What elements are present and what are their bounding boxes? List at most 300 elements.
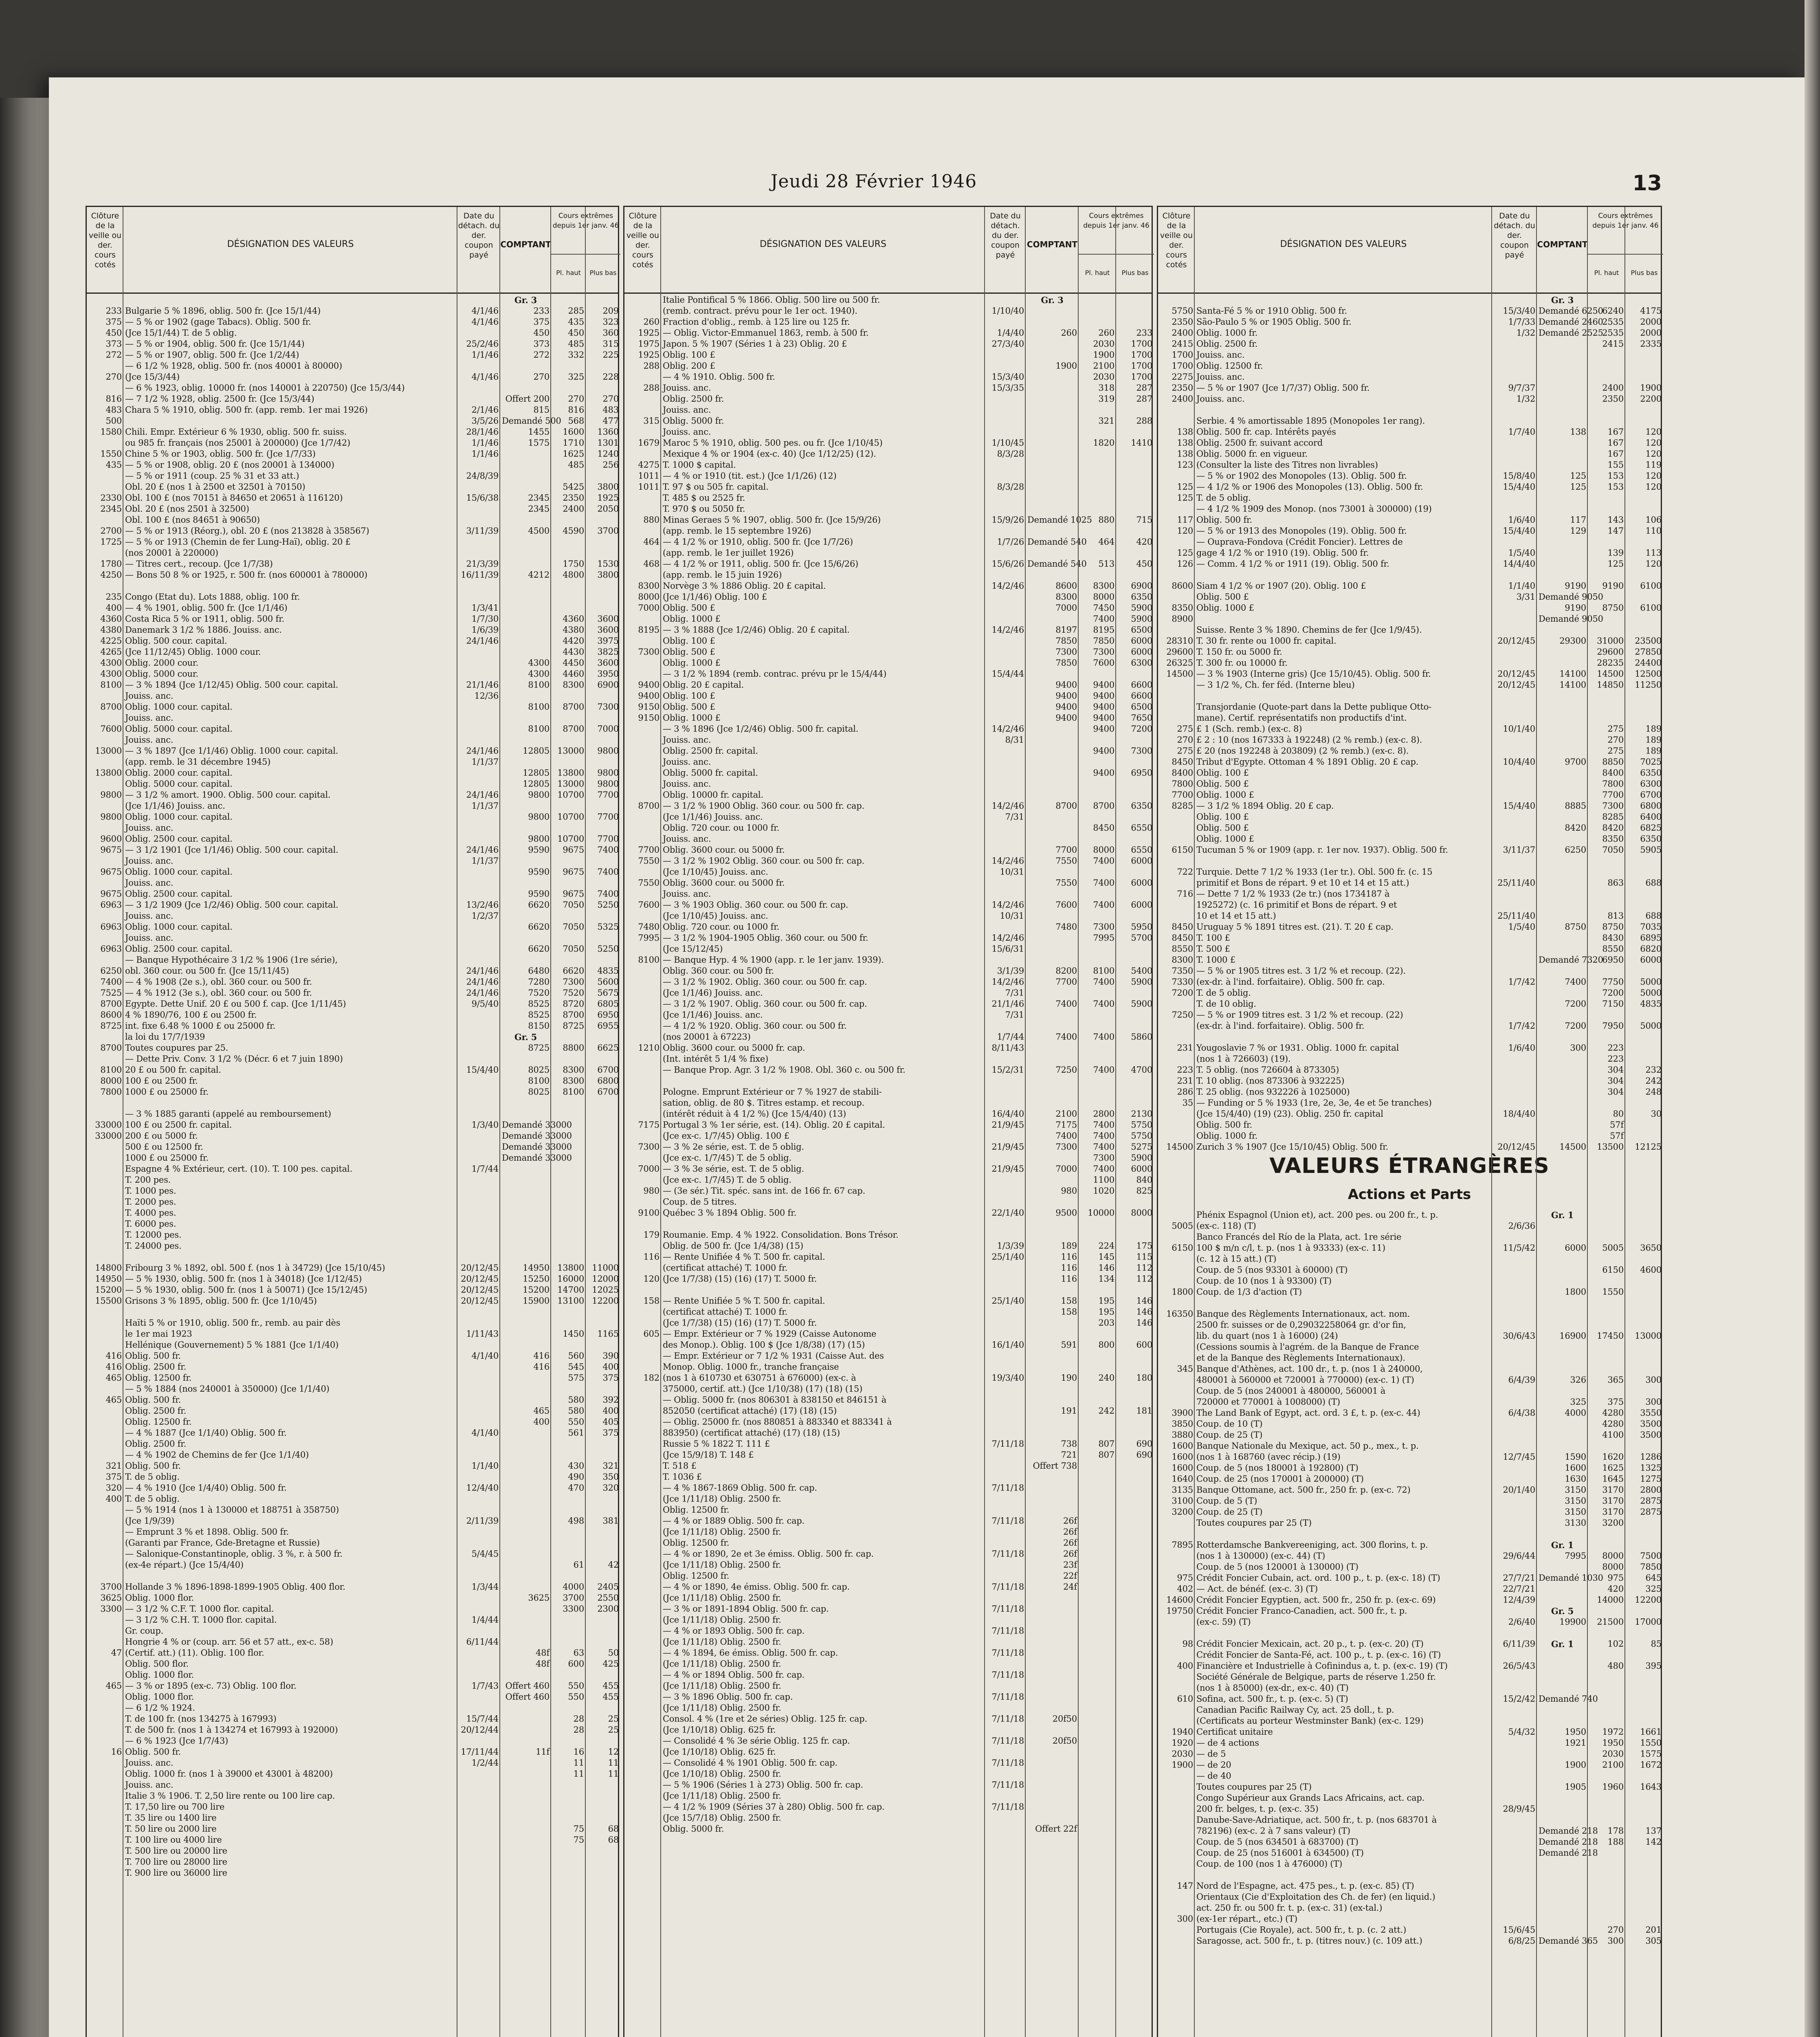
- low-value: 1700: [1131, 339, 1152, 349]
- low-value: 2875: [1640, 1507, 1662, 1517]
- close-value: 270: [1177, 735, 1193, 745]
- comptant-value: 7250: [1055, 1065, 1077, 1075]
- low-value: 2335: [1640, 339, 1662, 349]
- comptant-value: 326: [1570, 1375, 1586, 1385]
- low-value: 6600: [1131, 691, 1152, 701]
- high-value: 4360: [563, 614, 584, 624]
- low-value: 300: [1645, 1375, 1662, 1385]
- coupon-date: 15/2/42: [1503, 1694, 1535, 1704]
- coupon-date: 1/7/42: [1508, 977, 1535, 987]
- listing-column-2: [623, 206, 1153, 2037]
- designation: Crédit Foncier Cubain, act. ord. 100 p., t. p. (ex-c. 18) (T): [1196, 1573, 1440, 1583]
- designation: Crédit Foncier Franco-Canadien, act. 500 fr., t. p.: [1196, 1606, 1407, 1616]
- column-rule: [1537, 207, 1603, 2037]
- low-value: 6350: [1131, 801, 1152, 811]
- designation: Phénix Espagnol (Union et), act. 200 pes. ou 200 fr., t. p.: [1196, 1210, 1438, 1220]
- designation: Oblig. 500 fr.: [1196, 515, 1253, 525]
- designation: T. 24000 pes.: [125, 1241, 182, 1251]
- designation: (Jce 1/7/38) (15) (16) (17) T. 5000 fr.: [663, 1318, 817, 1328]
- coupon-date: 15/4/40: [1503, 482, 1535, 492]
- high-value: 4420: [563, 636, 584, 646]
- coupon-date: 16/1/40: [991, 1340, 1024, 1350]
- comptant-value: 116: [1061, 1252, 1077, 1262]
- comptant-value: 190: [1061, 1373, 1077, 1383]
- comptant-value: 158: [1061, 1296, 1077, 1306]
- coupon-date: 11/5/42: [1503, 1243, 1535, 1253]
- designation: (ex-1er répart., etc.) (T): [1196, 1914, 1297, 1924]
- low-value: 7500: [1640, 1551, 1662, 1561]
- designation: (Jce ex-c. 1/7/45) Oblig. 100 £: [663, 1131, 789, 1141]
- low-value: 6000: [1131, 647, 1152, 657]
- designation: — de 4 actions: [1196, 1738, 1259, 1748]
- designation: Sofina, act. 500 fr., t. p. (ex-c. 5) (T): [1196, 1694, 1348, 1704]
- designation: (Cessions soumis à l'agrém. de la Banque de France: [1196, 1342, 1419, 1352]
- high-value: 2800: [1093, 1109, 1114, 1119]
- high-value: 304: [1607, 1076, 1624, 1086]
- designation: — 5 % 1884 (nos 240001 à 350000) (Jce 1/1/40): [125, 1384, 330, 1394]
- designation: Oblig. 3600 cour. ou 5000 fr.: [663, 845, 785, 855]
- high-value: 13000: [557, 746, 584, 756]
- close-value: 9150: [638, 702, 659, 712]
- high-value: 880: [1098, 515, 1114, 525]
- close-value: 7480: [638, 922, 659, 932]
- high-value: 498: [568, 1516, 584, 1526]
- high-value: 8700: [563, 1010, 584, 1020]
- designation: (Jce 15/12/45): [663, 944, 723, 954]
- close-value: 2350: [1172, 317, 1193, 327]
- designation: — Consolidé 4 % 3e série Oblig. 125 fr. cap.: [663, 1736, 850, 1746]
- designation: (intérêt réduit à 4 1/2 %) (Jce 15/4/40) (13): [663, 1109, 846, 1119]
- comptant-value: 23f: [1063, 1560, 1077, 1570]
- designation: la loi du 17/7/1939: [125, 1032, 205, 1042]
- low-value: 400: [602, 1406, 619, 1416]
- close-value: 3300: [100, 1604, 122, 1614]
- comptant-value: 591: [1061, 1340, 1077, 1350]
- designation: — 4 % or 1890, 4e émiss. Oblig. 500 fr. cap.: [663, 1582, 850, 1592]
- designation: Fribourg 3 % 1892, obl. 500 f. (nos 1 à 34729) (Jce 15/10/45): [125, 1263, 385, 1273]
- designation: Obl. 20 £ (nos 1 à 2500 et 32501 à 70150): [125, 482, 306, 492]
- designation: Coup. de 5 (nos 93301 à 60000) (T): [1196, 1265, 1348, 1275]
- coupon-date: 22/1/40: [991, 1208, 1024, 1218]
- designation: — Banque Hyp. 4 % 1900 (app. r. le 1er janv. 1939).: [663, 955, 884, 965]
- low-value: 2000: [1640, 317, 1662, 327]
- designation: (Jce 1/10/18) Oblig. 2500 fr.: [663, 1769, 781, 1779]
- designation: Oblig. 500 fr.: [125, 1395, 181, 1405]
- designation: Coup. de 5 (nos 634501 à 683700) (T): [1196, 1837, 1358, 1847]
- comptant-value: 158: [1061, 1307, 1077, 1317]
- high-value: 8000: [1093, 592, 1114, 602]
- designation: Fraction d'oblig., remb. à 125 lire ou 125 fr.: [663, 317, 850, 327]
- close-value: 4300: [100, 658, 122, 668]
- high-value: 270: [568, 394, 584, 404]
- comptant-value: 7280: [528, 977, 550, 987]
- designation: (Jce 15/4/40) (19) (23). Oblig. 250 fr. capital: [1196, 1109, 1383, 1119]
- close-value: 400: [106, 603, 122, 613]
- high-value: 14850: [1597, 680, 1624, 690]
- close-value: 8100: [100, 680, 122, 690]
- low-value: 5900: [1131, 1153, 1152, 1163]
- designation: — 5 % or 1913 (Réorg.), obl. 20 £ (nos 213828 à 358567): [125, 526, 369, 536]
- coupon-date: 1/7/44: [471, 1164, 499, 1174]
- low-value: 1410: [1131, 438, 1152, 448]
- comptant-value: 1900: [1055, 361, 1077, 371]
- high-value: 485: [568, 339, 584, 349]
- coupon-date: 1/1/46: [471, 438, 499, 448]
- low-value: 120: [1645, 559, 1662, 569]
- close-value: 435: [106, 460, 122, 470]
- high-value: 365: [1607, 1375, 1624, 1385]
- comptant-value: 4300: [528, 669, 550, 679]
- close-value: 7250: [1172, 1010, 1193, 1020]
- low-value: 375: [602, 1428, 619, 1438]
- comptant-value: 1900: [1565, 1760, 1586, 1770]
- designation: T. 150 fr. ou 5000 fr.: [1196, 647, 1282, 657]
- designation: Oblig. 12500 fr.: [663, 1538, 730, 1548]
- comptant-value: 20f50: [1052, 1714, 1077, 1724]
- designation: 2500 fr. suisses or de 0,29032258064 gr. d'or fin,: [1196, 1320, 1406, 1330]
- high-value: 513: [1098, 559, 1114, 569]
- designation: Turquie. Dette 7 1/2 % 1933 (1er tr.). Obl. 500 fr. (c. 15: [1196, 867, 1433, 877]
- designation: (Jce 15/9/18) T. 148 £: [663, 1450, 754, 1460]
- close-value: 15200: [95, 1285, 122, 1295]
- close-value: 483: [106, 405, 122, 415]
- high-value: 4430: [563, 647, 584, 657]
- coupon-date: 7/31: [1005, 988, 1024, 998]
- high-value: 2100: [1093, 361, 1114, 371]
- coupon-date: 7/11/18: [991, 1714, 1024, 1724]
- low-value: 1550: [1640, 1738, 1662, 1748]
- close-value: 231: [1177, 1043, 1193, 1053]
- close-value: 272: [106, 350, 122, 360]
- comptant-value: 8885: [1565, 801, 1586, 811]
- designation: Oblig. 1000 fr.: [1196, 328, 1258, 338]
- comptant-value: Demandé 2525: [1539, 328, 1603, 338]
- designation: — 5 % or 1902 des Monopoles (13). Oblig. 500 fr.: [1196, 471, 1407, 481]
- coupon-date: 3/1/39: [997, 966, 1024, 976]
- comptant-header: COMPTANT: [1537, 240, 1588, 249]
- coupon-date: 15/4/40: [1503, 801, 1535, 811]
- designation: Uruguay 5 % 1891 titres est. (21). T. 20 £ cap.: [1196, 922, 1394, 932]
- coupon-date: 1/1/40: [471, 1461, 499, 1471]
- designation: — 4 % 1908 (2e s.), obl. 360 cour. ou 500 fr.: [125, 977, 312, 987]
- designation: — 4 % 1912 (3e s.), obl. 360 cour. ou 500 fr.: [125, 988, 312, 998]
- comptant-value: 1800: [1565, 1287, 1586, 1297]
- high-value: 332: [568, 350, 584, 360]
- designation: Oblig. 1000 fr. (nos 1 à 39000 et 43001 à 48200): [125, 1769, 333, 1779]
- high-value: 1620: [1602, 1452, 1624, 1462]
- high-value: 8300: [563, 1076, 584, 1086]
- high-value: 7400: [1093, 1120, 1114, 1130]
- close-header: Clôture de la veille ou der. cours cotés: [88, 211, 122, 269]
- high-value: 435: [568, 317, 584, 327]
- comptant-value: 6620: [528, 944, 550, 954]
- low-value: 180: [1136, 1373, 1152, 1383]
- low-value: 270: [602, 394, 619, 404]
- high-value: 7700: [1602, 790, 1624, 800]
- close-value: 28310: [1166, 636, 1193, 646]
- designation: Jouiss. anc.: [125, 856, 174, 866]
- comptant-value: 1575: [528, 438, 550, 448]
- comptant-value: 9190: [1565, 581, 1586, 591]
- coupon-date: 7/11/18: [991, 1483, 1024, 1493]
- high-value: 17450: [1597, 1331, 1624, 1341]
- designation: Oblig. 3600 cour. ou 5000 fr.: [663, 878, 785, 888]
- low-value: 8000: [1131, 1208, 1152, 1218]
- designation: T. de 10 oblig.: [1196, 999, 1256, 1009]
- close-value: 13800: [95, 768, 122, 778]
- comptant-value: 4212: [528, 570, 550, 580]
- high-value: 7450: [1093, 603, 1114, 613]
- low-value: 690: [1136, 1450, 1152, 1460]
- high-value: 275: [1607, 724, 1624, 734]
- close-value: 13000: [95, 746, 122, 756]
- low-value: 6000: [1131, 856, 1152, 866]
- high-header: Pl. haut: [1085, 269, 1110, 277]
- designation: — 4 % or 1894 Oblig. 500 fr. cap.: [663, 1670, 805, 1680]
- close-value: 1011: [638, 482, 659, 492]
- designation: — 5 % 1930, oblig. 500 fr. (nos 1 à 34018) (Jce 1/12/45): [125, 1274, 362, 1284]
- designation: Société Générale de Belgique, parts de réserve 1.250 fr.: [1196, 1672, 1436, 1682]
- coupon-date: 7/11/18: [991, 1802, 1024, 1812]
- comptant-value: 6480: [528, 966, 550, 976]
- low-value: 120: [1645, 449, 1662, 459]
- high-value: 153: [1607, 482, 1624, 492]
- page-fold-edge: [1805, 0, 1820, 2037]
- designation: Banque Ottomane, act. 500 fr., 250 fr. p. (ex-c. 72): [1196, 1485, 1411, 1495]
- comptant-value: 3150: [1565, 1507, 1586, 1517]
- high-value: 21500: [1597, 1617, 1624, 1627]
- coupon-date: 7/11/18: [991, 1582, 1024, 1592]
- high-value: 9675: [563, 845, 584, 855]
- low-value: 6550: [1131, 823, 1152, 833]
- comptant-value: 12805: [523, 746, 550, 756]
- coupon-date: 15/9/26: [991, 515, 1024, 525]
- close-value: 8100: [100, 1065, 122, 1075]
- designation: — 3 1/2 % C.H. T. 1000 flor. capital.: [125, 1615, 277, 1625]
- low-value: 287: [1136, 394, 1152, 404]
- low-value: 395: [1645, 1661, 1662, 1671]
- coupon-date: 15/8/40: [1503, 471, 1535, 481]
- designation: Jouiss. anc.: [663, 383, 711, 393]
- low-value: 112: [1136, 1274, 1152, 1284]
- comptant-value: 3130: [1565, 1518, 1586, 1528]
- designation: Jouiss. anc.: [663, 889, 711, 899]
- high-value: 3170: [1602, 1507, 1624, 1517]
- high-value: 8700: [563, 702, 584, 712]
- close-value: 7800: [1172, 779, 1193, 789]
- close-value: 182: [643, 1373, 659, 1383]
- coupon-date: 1/5/40: [1508, 548, 1535, 558]
- comptant-value: 26f: [1063, 1527, 1077, 1537]
- designation: (Jce 1/11/18) Oblig. 2500 fr.: [663, 1494, 781, 1504]
- high-value: 153: [1607, 471, 1624, 481]
- close-value: 8350: [1172, 603, 1193, 613]
- designation: Oblig. 2500 cour. capital.: [125, 944, 233, 954]
- low-value: 6350: [1131, 592, 1152, 602]
- high-value: 2400: [563, 504, 584, 514]
- designation: T. 1000 pes.: [125, 1186, 176, 1196]
- high-value: 10700: [557, 834, 584, 844]
- designation: (app. remb. le 1er juillet 1926): [663, 548, 794, 558]
- comptant-value: 6250: [1565, 845, 1586, 855]
- close-value: 8100: [638, 955, 659, 965]
- coupon-date: 4/1/40: [471, 1351, 499, 1361]
- close-value: 1900: [1172, 1760, 1193, 1770]
- coupon-date: 1/11/43: [466, 1329, 499, 1339]
- high-value: 13500: [1597, 1142, 1624, 1152]
- close-value: 8450: [1172, 922, 1193, 932]
- designation: — 3 1/2 % 1894 Oblig. 20 £ cap.: [1196, 801, 1334, 811]
- close-value: 2330: [100, 493, 122, 503]
- low-value: 119: [1645, 460, 1662, 470]
- comptant-value: 138: [1570, 427, 1586, 437]
- designation: Chara 5 % 1910, oblig. 500 fr. (app. remb. 1er mai 1926): [125, 405, 368, 415]
- high-value: 1600: [563, 427, 584, 437]
- designation: T. 700 lire ou 28000 lire: [125, 1857, 227, 1867]
- designation: — 3 1/2 1901 (Jce 1/1/46) Oblig. 500 cour. capital.: [125, 845, 339, 855]
- coupon-date: 12/36: [474, 691, 499, 701]
- low-value: 5325: [597, 922, 619, 932]
- high-value: 139: [1607, 548, 1624, 558]
- high-value: 1625: [1602, 1463, 1624, 1473]
- designation: — Oblig. 25000 fr. (nos 880851 à 883340 et 883341 à: [663, 1417, 892, 1427]
- comptant-value: Demandé 33000: [502, 1120, 572, 1130]
- low-value: 6950: [597, 1010, 619, 1020]
- comptant-value: 9800: [528, 812, 550, 822]
- designation: 852050 (certificat attaché) (17) (18) (15): [663, 1406, 837, 1416]
- designation: T. 5 oblig. (nos 726604 à 873305): [1196, 1065, 1339, 1075]
- close-value: 4380: [100, 625, 122, 635]
- coupon-date: 6/11/39: [1503, 1639, 1535, 1649]
- close-value: 7995: [638, 933, 659, 943]
- designation: — 3 % 3e série, est. T. de 5 oblig.: [663, 1164, 804, 1174]
- designation: Coup. de 100 (nos 1 à 476000) (T): [1196, 1859, 1343, 1869]
- high-value: 6620: [563, 966, 584, 976]
- low-value: 68: [608, 1835, 619, 1845]
- close-value: 7800: [100, 1087, 122, 1097]
- coupon-date: 24/1/46: [466, 790, 499, 800]
- designation: 480001 à 560000 et 720001 à 770000) (ex-c. 1) (T): [1196, 1375, 1414, 1385]
- designation: Coup. de 25 (T): [1196, 1430, 1263, 1440]
- comptant-value: 9590: [528, 845, 550, 855]
- designation: — 3 1/2 % amort. 1900. Oblig. 500 cour. capital.: [125, 790, 331, 800]
- book-gutter: [0, 98, 49, 2037]
- designation: Oblig. 2500 fr.: [1196, 339, 1258, 349]
- designation: Oblig. 500 £: [1196, 592, 1249, 602]
- close-value: 321: [106, 1461, 122, 1471]
- designation: (Consulter la liste des Titres non livrables): [1196, 460, 1378, 470]
- designation: Oblig. 5000 fr. en vigueur.: [1196, 449, 1308, 459]
- low-value: 690: [1136, 1439, 1152, 1449]
- comptant-value: 116: [1061, 1263, 1077, 1273]
- high-value: 1645: [1602, 1474, 1624, 1484]
- comptant-value: Demandé 500: [502, 416, 561, 426]
- high-value: 561: [568, 1428, 584, 1438]
- coupon-date: 7/11/18: [991, 1780, 1024, 1790]
- designation: (ex-c. 59) (T): [1196, 1617, 1251, 1627]
- comptant-value: 7300: [1055, 647, 1077, 657]
- close-value: 1700: [1172, 350, 1193, 360]
- designation: (nos 1 à 610730 et 630751 à 676000) (ex-c. à: [663, 1373, 856, 1383]
- high-value: 304: [1607, 1087, 1624, 1097]
- designation: 883950) (certificat attaché) (17) (18) (15): [663, 1428, 840, 1438]
- designation: Oblig. 360 cour. ou 500 fr.: [663, 966, 774, 976]
- low-value: 2875: [1640, 1496, 1662, 1506]
- low-value: 6300: [1131, 658, 1152, 668]
- designation: Oblig. 12500 fr.: [1196, 361, 1263, 371]
- high-value: 8100: [563, 1087, 584, 1097]
- designation: — 5 % or 1904, oblig. 500 fr. (Jce 15/1/44): [125, 339, 305, 349]
- comptant-value: Demandé 218: [1539, 1826, 1598, 1836]
- close-value: 47: [111, 1648, 122, 1658]
- comptant-value: 1950: [1565, 1727, 1586, 1737]
- comptant-value: 1600: [1565, 1463, 1586, 1473]
- close-value: 3850: [1172, 1419, 1193, 1429]
- coupon-date: 20/12/45: [1497, 669, 1535, 679]
- low-value: 146: [1136, 1296, 1152, 1306]
- close-value: 375: [106, 1472, 122, 1482]
- low-value: 6350: [1640, 834, 1662, 844]
- designation: (Jce 1/11/18) Oblig. 2500 fr.: [663, 1659, 781, 1669]
- designation: Hongrie 4 % or (coup. arr. 56 et 57 att., ex-c. 58): [125, 1637, 333, 1647]
- comptant-value: 738: [1061, 1439, 1077, 1449]
- close-value: 275: [1177, 724, 1193, 734]
- designation: mane). Certif. représentatifs non productifs d'int.: [1196, 713, 1407, 723]
- high-value: 16000: [557, 1274, 584, 1284]
- designation: Hellénique (Gouvernement) 5 % 1881 (Jce 1/1/40): [125, 1340, 339, 1350]
- designation: T. de 5 oblig.: [1196, 493, 1251, 503]
- low-value: 2130: [1131, 1109, 1152, 1119]
- close-value: 8600: [100, 1010, 122, 1020]
- designation: Crédit Foncier de Santa-Fé, act. 100 p., t. p. (ex-c. 16) (T): [1196, 1650, 1441, 1660]
- coupon-date: 15/4/40: [1503, 526, 1535, 536]
- low-value: 6000: [1131, 878, 1152, 888]
- column-rule: [457, 207, 500, 2037]
- comptant-value: Demandé 218: [1539, 1848, 1598, 1858]
- high-value: 7400: [1093, 900, 1114, 910]
- high-value: 8000: [1093, 845, 1114, 855]
- coupon-date: 22/7/21: [1503, 1584, 1535, 1594]
- comptant-value: 7700: [1055, 977, 1077, 987]
- low-value: 4835: [1640, 999, 1662, 1009]
- low-value: 5000: [1640, 988, 1662, 998]
- designation: T. 4000 pes.: [125, 1208, 176, 1218]
- comptant-value: 3150: [1565, 1496, 1586, 1506]
- comptant-value: 7000: [1055, 603, 1077, 613]
- coupon-date: 1/10/40: [991, 306, 1024, 316]
- low-header: Plus bas: [1121, 269, 1149, 277]
- close-value: 7700: [1172, 790, 1193, 800]
- close-value: 465: [106, 1373, 122, 1383]
- high-value: 2535: [1602, 328, 1624, 338]
- low-value: 12500: [1635, 669, 1662, 679]
- designation: Oblig. 2500 cour. capital.: [125, 834, 233, 844]
- designation: Banque des Règlements Internationaux, act. nom.: [1196, 1309, 1410, 1319]
- designation: T. 500 £: [1196, 944, 1230, 954]
- close-value: 147: [1177, 1881, 1193, 1891]
- close-value: 138: [1177, 438, 1193, 448]
- low-value: 323: [602, 317, 619, 327]
- designation: — 6 % 1923 (Jce 1/7/43): [125, 1736, 229, 1746]
- comptant-value: Gr. 5: [514, 1032, 537, 1042]
- close-value: 16: [111, 1747, 122, 1757]
- coupon-date: 25/1/40: [991, 1252, 1024, 1262]
- designation: Mexique 4 % or 1904 (ex-c. 40) (Jce 1/12/25) (12).: [663, 449, 876, 459]
- designation: Norvège 3 % 1886 Oblig. 20 £ capital.: [663, 581, 826, 591]
- high-value: 275: [1607, 746, 1624, 756]
- comptant-value: Demandé 9050: [1539, 592, 1603, 602]
- high-value: 490: [568, 1472, 584, 1482]
